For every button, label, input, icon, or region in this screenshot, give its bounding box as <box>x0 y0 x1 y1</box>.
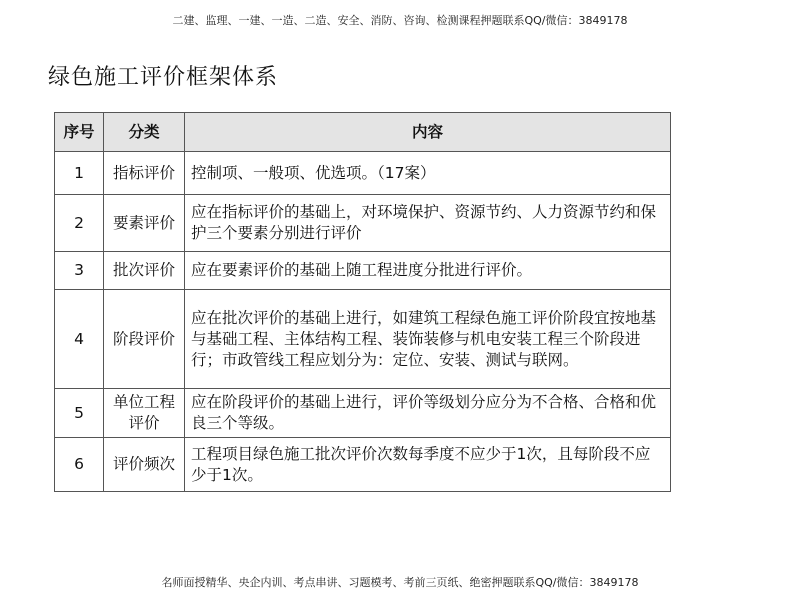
table-header-row <box>55 113 671 152</box>
row-content: 应在指标评价的基础上，对环境保护、资源节约、人力资源节约和保护三个要素分别进行评价 <box>185 195 671 252</box>
row-no: 2 <box>55 195 104 252</box>
table-row <box>55 290 671 389</box>
row-content: 工程项目绿色施工批次评价次数每季度不应少于1次，且每阶段不应少于1次。 <box>185 438 671 492</box>
row-no: 1 <box>55 152 104 195</box>
table-row <box>55 195 671 252</box>
row-category: 要素评价 <box>104 195 185 252</box>
row-category: 指标评价 <box>104 152 185 195</box>
row-no: 5 <box>55 389 104 438</box>
row-category: 阶段评价 <box>104 290 185 389</box>
evaluation-framework-table <box>54 112 671 492</box>
header-category: 分类 <box>104 113 185 152</box>
slide-title: 绿色施工评价框架体系 <box>48 65 279 90</box>
row-content: 控制项、一般项、优选项。（17案） <box>185 152 671 195</box>
table-row <box>55 438 671 492</box>
header-no: 序号 <box>55 113 104 152</box>
row-no: 4 <box>55 290 104 389</box>
table-row <box>55 252 671 290</box>
row-content: 应在阶段评价的基础上进行，评价等级划分应分为不合格、合格和优良三个等级。 <box>185 389 671 438</box>
row-content: 应在批次评价的基础上进行，如建筑工程绿色施工评价阶段宜按地基与基础工程、主体结构工程、装饰装修与机电安装工程三个阶段进行；市政管线工程应划分为：定位、安装、测试与联网。 <box>185 290 671 389</box>
row-category: 单位工程评价 <box>104 389 185 438</box>
row-content: 应在要素评价的基础上随工程进度分批进行评价。 <box>185 252 671 290</box>
row-category: 评价频次 <box>104 438 185 492</box>
table-row <box>55 389 671 438</box>
bottom-banner: 名师面授精华、央企内训、考点串讲、习题模考、考前三页纸、绝密押题联系QQ/微信：3849178 <box>161 576 639 589</box>
header-content: 内容 <box>185 113 671 152</box>
row-category: 批次评价 <box>104 252 185 290</box>
top-banner: 二建、监理、一建、一造、二造、安全、消防、咨询、检测课程押题联系QQ/微信：3849178 <box>172 14 628 27</box>
row-no: 6 <box>55 438 104 492</box>
table-row <box>55 152 671 195</box>
row-no: 3 <box>55 252 104 290</box>
